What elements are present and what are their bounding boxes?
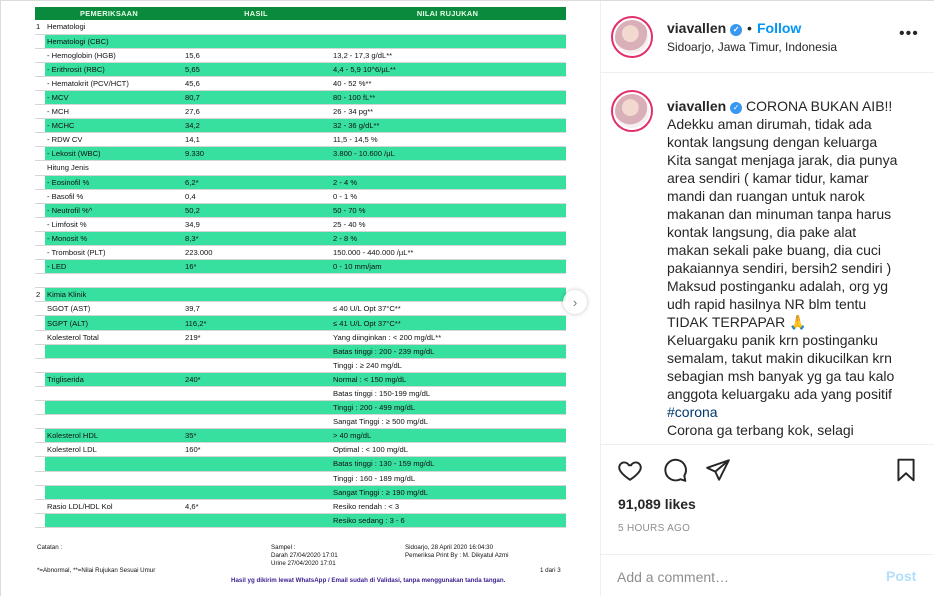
row-reference: Yang diinginkan : < 200 mg/dL** [329, 330, 479, 344]
report-header-row [35, 7, 566, 20]
row-result: 39,7 [183, 302, 329, 316]
row-reference: Batas tinggi : 130 - 159 mg/dL [329, 457, 479, 471]
row-number [35, 48, 45, 62]
likes-count[interactable]: 91,089 likes [618, 496, 696, 512]
row-reference: 32 - 36 g/dL** [329, 119, 479, 133]
row-reference: 26 - 34 pg** [329, 105, 479, 119]
row-test-name [45, 415, 183, 429]
row-result: 34,9 [183, 217, 329, 231]
footer-pemeriksa: Pemeriksa Print By : M. Dikyatul Azmi [405, 552, 509, 559]
row-result: 223.000 [183, 246, 329, 260]
row-test-name: Trigliserida [45, 372, 183, 386]
add-comment-bar [601, 554, 934, 596]
row-reference: 2 - 4 % [329, 175, 479, 189]
report-row [35, 513, 566, 527]
report-row [35, 246, 566, 260]
caption-line: makanan dan minuman tanpa harus [667, 206, 892, 222]
footer-place-date: Sidoarjo, 28 April 2020 16:04:30 [405, 544, 494, 551]
row-test-name: SGPT (ALT) [45, 316, 183, 330]
hashtag-link[interactable]: #corona [667, 404, 718, 420]
comments-area[interactable] [601, 74, 934, 444]
row-number [35, 105, 45, 119]
comment-input[interactable] [617, 567, 857, 587]
row-result [183, 471, 329, 485]
row-test-name: Hematologi [45, 20, 183, 34]
row-result [183, 401, 329, 415]
row-reference [329, 34, 479, 48]
row-reference: 50 - 70 % [329, 203, 479, 217]
row-result: 5,65 [183, 62, 329, 76]
footer-legend: *=Abnormal, **=Nilai Rujukan Sesuai Umur [37, 567, 156, 574]
row-result [183, 386, 329, 400]
report-row [35, 62, 566, 76]
row-extra [479, 415, 566, 429]
caption-line: Adekku aman dirumah, tidak ada [667, 116, 872, 132]
caption-line: area sendiri ( kamar tidur, kamar [667, 170, 869, 186]
report-row [35, 203, 566, 217]
row-reference: Tinggi : 160 - 189 mg/dL [329, 471, 479, 485]
post-actions [601, 444, 934, 596]
follow-button[interactable]: Follow [757, 20, 802, 36]
report-row [35, 401, 566, 415]
row-extra [479, 217, 566, 231]
caption-line: udh rapid hasilnya NR blm tentu [667, 296, 867, 312]
row-number [35, 203, 45, 217]
row-extra [479, 302, 566, 316]
row-test-name [45, 274, 183, 288]
row-result [183, 288, 329, 302]
row-reference: 150.000 - 440.000 /µL** [329, 246, 479, 260]
row-extra [479, 457, 566, 471]
row-result: 50,2 [183, 203, 329, 217]
row-reference: 11,5 - 14,5 % [329, 133, 479, 147]
row-extra [479, 119, 566, 133]
row-result: 240* [183, 372, 329, 386]
row-result: 16* [183, 260, 329, 274]
row-result [183, 513, 329, 527]
row-test-name: Kolesterol LDL [45, 443, 183, 457]
caption-line: TIDAK TERPAPAR 🙏 [667, 314, 807, 330]
row-extra [479, 274, 566, 288]
caption-line: sebagian msh banyak yg ga tau kalo [667, 368, 895, 384]
row-reference: 2 - 8 % [329, 231, 479, 245]
caption-line: Maksud postinganku adalah, org yg [667, 278, 889, 294]
row-test-name: - Erithrosit (RBC) [45, 62, 183, 76]
report-row [35, 34, 566, 48]
row-reference: > 40 mg/dL [329, 429, 479, 443]
report-row [35, 105, 566, 119]
row-number [35, 415, 45, 429]
row-extra [479, 76, 566, 90]
post-timestamp[interactable]: 5 HOURS AGO [618, 523, 691, 534]
caption-line: CORONA BUKAN AIB!! [746, 98, 893, 114]
row-number [35, 175, 45, 189]
row-test-name: - Limfosit % [45, 217, 183, 231]
verified-badge-icon: ✓ [730, 24, 742, 36]
report-row [35, 189, 566, 203]
row-extra [479, 147, 566, 161]
row-test-name: - Hemoglobin (HGB) [45, 48, 183, 62]
row-result [183, 34, 329, 48]
row-reference [329, 288, 479, 302]
row-reference [329, 20, 479, 34]
row-reference [329, 161, 479, 175]
row-result: 0,4 [183, 189, 329, 203]
row-number [35, 471, 45, 485]
report-row [35, 316, 566, 330]
row-extra [479, 485, 566, 499]
report-row [35, 133, 566, 147]
caption-username[interactable]: viavallen [667, 98, 727, 114]
share-icon[interactable] [705, 457, 731, 483]
row-test-name [45, 471, 183, 485]
report-row [35, 344, 566, 358]
report-row [35, 161, 566, 175]
row-result: 45,6 [183, 76, 329, 90]
row-test-name [45, 513, 183, 527]
row-test-name: - Monosit % [45, 231, 183, 245]
row-reference: 80 - 100 fL** [329, 90, 479, 104]
row-number: 1 [35, 20, 45, 34]
row-result: 15,6 [183, 48, 329, 62]
row-number [35, 161, 45, 175]
row-test-name [45, 457, 183, 471]
row-extra [479, 372, 566, 386]
row-reference: Normal : < 150 mg/dL [329, 372, 479, 386]
row-extra [479, 471, 566, 485]
report-row [35, 471, 566, 485]
caption [667, 97, 915, 439]
row-result [183, 161, 329, 175]
report-row [35, 372, 566, 386]
row-extra [479, 189, 566, 203]
row-extra [479, 513, 566, 527]
header-hasil: HASIL [183, 7, 329, 20]
row-extra [479, 90, 566, 104]
row-extra [479, 344, 566, 358]
row-test-name: - LED [45, 260, 183, 274]
row-reference: Tinggi : ≥ 240 mg/dL [329, 358, 479, 372]
row-extra [479, 161, 566, 175]
report-body [35, 20, 566, 527]
row-test-name: Kolesterol Total [45, 330, 183, 344]
row-reference: 13,2 - 17,3 g/dL** [329, 48, 479, 62]
lab-report-table [35, 7, 566, 528]
row-extra [479, 105, 566, 119]
report-row [35, 457, 566, 471]
row-number [35, 330, 45, 344]
username-link[interactable] [667, 20, 742, 36]
footer-urine: Urine 27/04/2020 17:01 [271, 560, 336, 567]
row-test-name: - MCHC [45, 119, 183, 133]
row-reference: ≤ 40 U/L Opt 37°C** [329, 302, 479, 316]
row-test-name [45, 485, 183, 499]
row-number [35, 90, 45, 104]
row-test-name: - RDW CV [45, 133, 183, 147]
row-result: 219* [183, 330, 329, 344]
avatar[interactable] [611, 16, 653, 58]
row-extra [479, 260, 566, 274]
row-result [183, 344, 329, 358]
row-extra [479, 231, 566, 245]
heart-icon[interactable] [617, 457, 643, 483]
row-extra [479, 62, 566, 76]
report-row [35, 358, 566, 372]
row-number [35, 133, 45, 147]
row-number [35, 189, 45, 203]
row-number [35, 513, 45, 527]
row-result: 27,6 [183, 105, 329, 119]
row-extra [479, 34, 566, 48]
row-extra [479, 133, 566, 147]
row-number [35, 246, 45, 260]
row-extra [479, 386, 566, 400]
row-test-name: SGOT (AST) [45, 302, 183, 316]
report-row [35, 288, 566, 302]
row-number [35, 344, 45, 358]
row-extra [479, 175, 566, 189]
report-row [35, 217, 566, 231]
row-number [35, 274, 45, 288]
report-row [35, 443, 566, 457]
caption-line: anggota keluargaku ada yang positif [667, 386, 892, 402]
row-test-name [45, 386, 183, 400]
row-reference: Batas tinggi : 200 - 239 mg/dL [329, 344, 479, 358]
row-result [183, 415, 329, 429]
row-result: 8,3* [183, 231, 329, 245]
report-footer [35, 542, 566, 592]
row-reference: Resiko rendah : < 3 [329, 499, 479, 513]
row-number [35, 76, 45, 90]
row-result [183, 358, 329, 372]
row-reference: 3.800 - 10.600 /µL [329, 147, 479, 161]
caption-line: Keluargaku panik krn postinganku [667, 332, 878, 348]
row-number [35, 443, 45, 457]
row-extra [479, 48, 566, 62]
row-result [183, 485, 329, 499]
row-number [35, 316, 45, 330]
row-test-name: - Trombosit (PLT) [45, 246, 183, 260]
caption-line: kontak langsung, dia pake alat [667, 224, 857, 240]
report-row [35, 48, 566, 62]
row-extra [479, 20, 566, 34]
row-number [35, 499, 45, 513]
post-sidebar [601, 1, 934, 596]
row-result [183, 274, 329, 288]
row-test-name: - Eosinofil % [45, 175, 183, 189]
row-number: 2 [35, 288, 45, 302]
row-number [35, 358, 45, 372]
row-test-name: Kimia Klinik [45, 288, 183, 302]
row-number [35, 457, 45, 471]
report-row [35, 147, 566, 161]
row-number [35, 401, 45, 415]
row-number [35, 386, 45, 400]
report-row [35, 330, 566, 344]
separator-dot: • [747, 20, 752, 36]
report-row [35, 499, 566, 513]
post-comment-button[interactable]: Post [886, 568, 917, 584]
report-row [35, 90, 566, 104]
row-number [35, 34, 45, 48]
report-row [35, 119, 566, 133]
row-test-name: - Lekosit (WBC) [45, 147, 183, 161]
row-extra [479, 330, 566, 344]
post-header [601, 1, 934, 73]
row-result: 35* [183, 429, 329, 443]
footer-catatan: Catatan : [37, 544, 63, 551]
footer-page: 1 dari 3 [540, 567, 561, 574]
row-result: 116,2* [183, 316, 329, 330]
row-result: 14,1 [183, 133, 329, 147]
row-number [35, 302, 45, 316]
row-extra [479, 429, 566, 443]
chevron-right-icon: › [572, 294, 578, 310]
caption-line: Kita sangat menjaga jarak, dia punya [667, 152, 898, 168]
post-image[interactable] [1, 1, 601, 596]
row-number [35, 231, 45, 245]
row-reference: 4,4 - 5,9 10^6/µL** [329, 62, 479, 76]
row-reference: ≤ 41 U/L Opt 37°C** [329, 316, 479, 330]
row-result: 4,6* [183, 499, 329, 513]
comment-icon[interactable] [662, 457, 688, 483]
report-row [35, 302, 566, 316]
report-row [35, 260, 566, 274]
row-test-name: Rasio LDL/HDL Kol [45, 499, 183, 513]
row-test-name: Hitung Jenis [45, 161, 183, 175]
report-row [35, 274, 566, 288]
row-test-name: Kolesterol HDL [45, 429, 183, 443]
more-options-icon[interactable]: ••• [899, 25, 919, 42]
row-result: 6,2* [183, 175, 329, 189]
username-text: viavallen [667, 20, 727, 36]
caption-avatar[interactable] [611, 90, 653, 132]
row-result: 80,7 [183, 90, 329, 104]
row-result [183, 457, 329, 471]
report-row [35, 485, 566, 499]
row-extra [479, 203, 566, 217]
row-number [35, 62, 45, 76]
row-reference: Resiko sedang : 3 - 6 [329, 513, 479, 527]
row-test-name: - Neutrofil %^ [45, 203, 183, 217]
caption-line: semalam, takut makin dikucilkan krn [667, 350, 892, 366]
footer-darah: Darah 27/04/2020 17:01 [271, 552, 338, 559]
row-reference: Sangat Tinggi : ≥ 190 mg/dL [329, 485, 479, 499]
next-image-button[interactable] [563, 290, 587, 314]
row-test-name [45, 344, 183, 358]
row-number [35, 372, 45, 386]
row-result: 9.330 [183, 147, 329, 161]
row-test-name: - Hematokrit (PCV/HCT) [45, 76, 183, 90]
row-result: 34,2 [183, 119, 329, 133]
verified-badge-icon: ✓ [730, 102, 742, 114]
report-row [35, 20, 566, 34]
location-link[interactable]: Sidoarjo, Jawa Timur, Indonesia [667, 40, 838, 54]
row-extra [479, 358, 566, 372]
caption-line: kontak langsung dengan keluarga [667, 134, 878, 150]
report-row [35, 429, 566, 443]
row-extra [479, 499, 566, 513]
row-test-name [45, 358, 183, 372]
caption-first-line [667, 97, 915, 115]
row-test-name: Hematologi (CBC) [45, 34, 183, 48]
row-number [35, 217, 45, 231]
row-reference: Batas tinggi : 150-199 mg/dL [329, 386, 479, 400]
footer-sampel: Sampel : [271, 544, 296, 551]
caption-line: pakaiannya sendiri, bersih2 sendiri ) [667, 260, 892, 276]
row-extra [479, 443, 566, 457]
row-extra [479, 246, 566, 260]
row-reference: Tinggi : 200 - 499 mg/dL [329, 401, 479, 415]
row-reference: 0 - 10 mm/jam [329, 260, 479, 274]
row-reference: 25 - 40 % [329, 217, 479, 231]
caption-line: makan sekali pake buang, dia cuci [667, 242, 882, 258]
row-result: 160* [183, 443, 329, 457]
row-number [35, 429, 45, 443]
bookmark-icon[interactable] [893, 457, 919, 483]
caption-line: mandi dan ruangan untuk narok [667, 188, 865, 204]
row-reference [329, 274, 479, 288]
row-test-name: - MCV [45, 90, 183, 104]
row-test-name: - Basofil % [45, 189, 183, 203]
header-nilai-rujukan: NILAI RUJUKAN [329, 7, 566, 20]
report-row [35, 386, 566, 400]
report-row [35, 76, 566, 90]
report-row [35, 231, 566, 245]
report-row [35, 415, 566, 429]
row-number [35, 147, 45, 161]
lab-report [35, 7, 566, 528]
row-test-name [45, 401, 183, 415]
row-reference: Optimal : < 100 mg/dL [329, 443, 479, 457]
row-number [35, 119, 45, 133]
row-result [183, 20, 329, 34]
report-row [35, 175, 566, 189]
footer-note: Hasil yg dikirim lewat WhatsApp / Email sudah di Validasi, tanpa menggunakan tanda tangan. [231, 577, 506, 584]
row-extra [479, 288, 566, 302]
row-reference: 0 - 1 % [329, 189, 479, 203]
row-reference: Sangat Tinggi : ≥ 500 mg/dL [329, 415, 479, 429]
row-number [35, 260, 45, 274]
row-number [35, 485, 45, 499]
row-test-name: - MCH [45, 105, 183, 119]
row-reference: 40 - 52 %** [329, 76, 479, 90]
row-extra [479, 401, 566, 415]
header-pemeriksaan: PEMERIKSAAN [35, 7, 183, 20]
row-extra [479, 316, 566, 330]
caption-line: Corona ga terbang kok, selagi [667, 422, 854, 438]
